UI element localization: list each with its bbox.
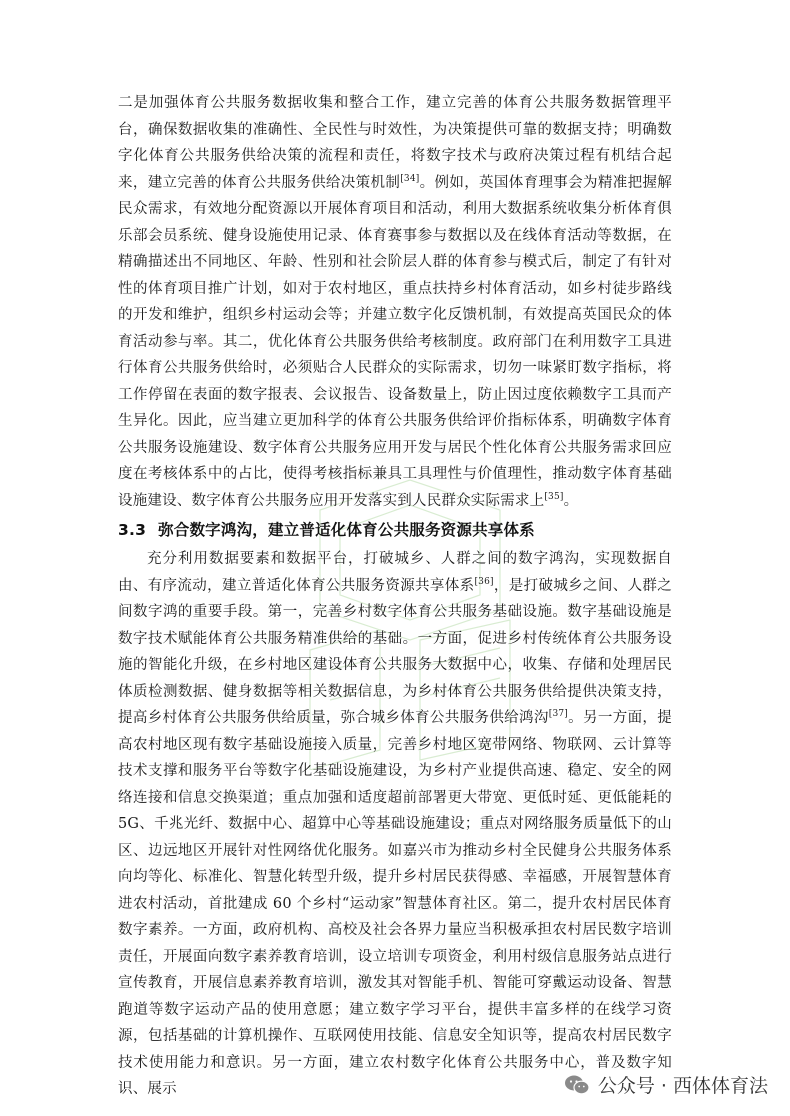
wechat-icon	[564, 1074, 590, 1096]
citation-35: [35]	[544, 491, 564, 502]
paragraph-1	[118, 90, 672, 514]
paragraph-2-text-3: 。另一方面，提高农村地区现有数字基础设施接入质量，完善乡村地区宽带网络、物联网、云计算等技术支撑和服务平台等数字化基础设施建设，为乡村产业提供高速、稳定、安全的网络连接和信息交换渠道；重点加强和适度超前部署更大带宽、更低时延、更低能耗的 5G、千兆光纤、数据中心、超算中心等基础设施建设；重点对网络服务质量低下的山区、边远地区开展针对性网络优化服务。如嘉兴市为推动乡村全民健身公共服务体系向均等化、标准化、智慧化转型升级，提升乡村居民获得感、幸福感，开展智慧体育进农村活动，首批建成 60 个乡村“运动家”智慧体育社区。第二，提升农村居民体育数字素养。一方面，政府机构、高校及社会各界力量应当积极承担农村居民数字培训责任，开展面向数字素养教育培训，设立培训专项资金，利用村级信息服务站点进行宣传教育，开展信息素养教育培训，激发其对智能手机、智能可穿戴运动设备、智慧跑道等数字运动产品的使用意愿；建立数字学习平台，提供丰富多样的在线学习资源，包括基础的计算机操作、互联网使用技能、信息安全知识等，提高农村居民数字技术使用能力和意识。另一方面，建立农村数字化体育公共服务中心，普及数字知识、展示	[118, 710, 672, 1097]
section-heading	[118, 516, 672, 544]
citation-34: [34]	[400, 173, 420, 184]
section-title: 弥合数字鸿沟，建立普适化体育公共服务资源共享体系	[158, 521, 535, 539]
wechat-account-badge[interactable]	[564, 1071, 768, 1098]
paragraph-1-text: 二是加强体育公共服务数据收集和整合工作，建立完善的体育公共服务数据管理平台，确保数据收集的准确性、全民性与时效性，为决策提供可靠的数据支持；明确数字化体育公共服务供给决策的流程和责任，将数字技术与政府决策过程有机结合起来，建立完善的体育公共服务供给决策机制	[118, 95, 672, 191]
paragraph-1-text-3: 。	[563, 492, 579, 509]
wechat-account-label: 公众号 · 西体体育法	[597, 1075, 768, 1097]
paragraph-2	[118, 546, 672, 1103]
document-body	[118, 90, 672, 1103]
section-number: 3.3	[118, 521, 147, 539]
citation-37: [37]	[548, 709, 569, 720]
paragraph-2-text-2: ，是打破城乡之间、人群之间数字鸿的重要手段。第一，完善乡村数字体育公共服务基础设施。数字基础设施是数字技术赋能体育公共服务精准供给的基础。一方面，促进乡村传统体育公共服务设施的智能化升级，在乡村地区建设体育公共服务大数据中心，收集、存储和处理居民体质检测数据、健身数据等相关数据信息，为乡村体育公共服务供给提供决策支持，提高乡村体育公共服务供给质量，弥合城乡体育公共服务供给鸿沟	[118, 577, 672, 726]
paragraph-1-text-2: 。例如，英国体育理事会为精准把握解民众需求，有效地分配资源以开展体育项目和活动，利用大数据系统收集分析体育俱乐部会员系统、健身设施使用记录、体育赛事参与数据以及在线体育活动等数据，在精确描述出不同地区、年龄、性别和社会阶层人群的体育参与模式后，制定了有针对性的体育项目推广计划，如对于农村地区，重点扶持乡村体育活动，如乡村徒步路线的开发和维护，组织乡村运动会等；并建立数字化反馈机制，有效提高英国民众的体育活动参与率。其二，优化体育公共服务供给考核制度。政府部门在利用数字工具进行体育公共服务供给时，必须贴合人民群众的实际需求，切勿一味紧盯数字指标，将工作停留在表面的数字报表、会议报告、设备数量上，防止因过度依赖数字工具而产生异化。因此，应当建立更加科学的体育公共服务供给评价指标体系，明确数字体育公共服务设施建设、数字体育公共服务应用开发与居民个性化体育公共服务需求回应度在考核体系中的占比，使得考核指标兼具工具理性与价值理性，推动数字体育基础设施建设、数字体育公共服务应用开发落实到人民群众实际需求上	[118, 174, 672, 509]
citation-36: [36]	[474, 576, 494, 587]
paragraph-2-text: 充分利用数据要素和数据平台，打破城乡、人群之间的数字鸿沟，实现数据自由、有序流动，建立普适化体育公共服务资源共享体系	[118, 551, 672, 594]
